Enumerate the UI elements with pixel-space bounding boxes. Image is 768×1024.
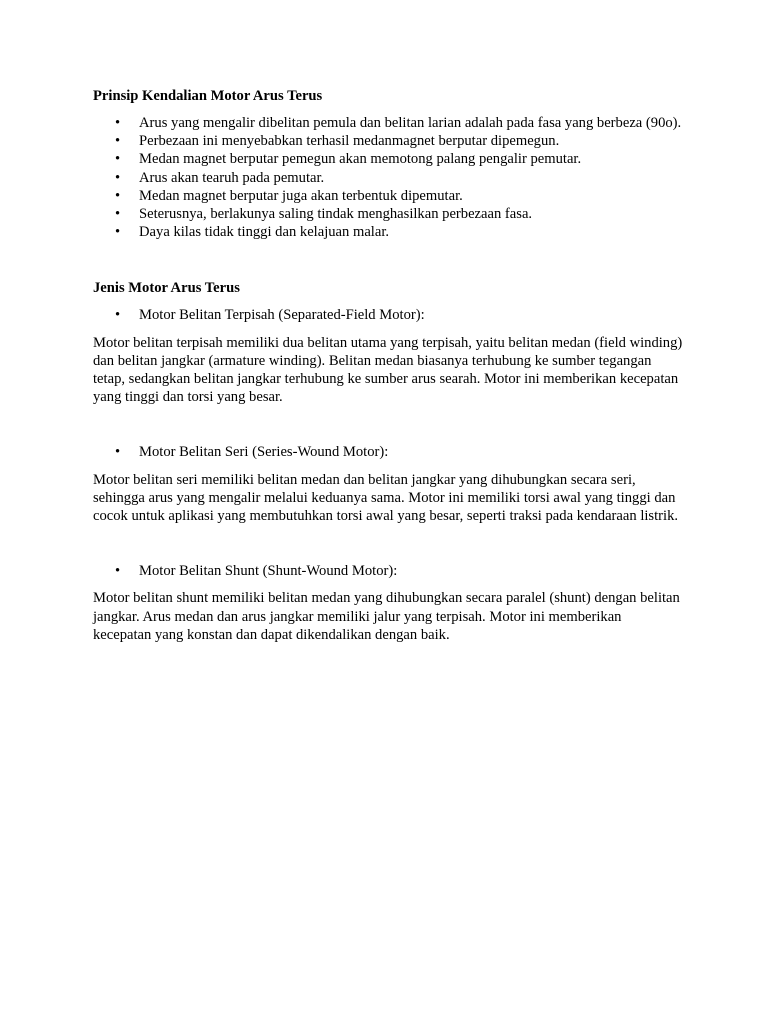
- principle-list: [93, 114, 683, 241]
- motor-description: Motor belitan terpisah memiliki dua belitan utama yang terpisah, yaitu belitan medan (field winding) dan belitan jangkar (armature winding). Belitan medan biasanya terhubung ke sumber tegangan tetap, sedangkan belitan jangkar terhubung ke sumber arus searah. Motor ini memberikan kecepatan yang tinggi dan torsi yang besar.: [93, 334, 683, 406]
- bullet-icon: •: [115, 307, 121, 324]
- bullet-icon: •: [115, 115, 121, 131]
- document-page: [93, 87, 683, 644]
- list-item: • Motor Belitan Terpisah (Separated-Field Motor):: [115, 307, 425, 324]
- list-item: • Medan magnet berputar pemegun akan memotong palang pengalir pemutar.: [115, 151, 582, 168]
- bullet-icon: •: [115, 224, 121, 241]
- section-jenis: [93, 279, 683, 644]
- motor-description: Motor belitan shunt memiliki belitan medan yang dihubungkan secara paralel (shunt) dengan belitan jangkar. Arus medan dan arus jangkar memiliki jalur yang terpisah. Motor ini memberikan kecepatan yang konstan dan dapat dikendalikan dengan baik.: [93, 590, 680, 643]
- motor-type-bullet: [93, 443, 683, 461]
- bullet-icon: •: [115, 206, 121, 223]
- bullet-icon: •: [115, 133, 121, 150]
- motor-description: Motor belitan seri memiliki belitan medan dan belitan jangkar yang dihubungkan secara seri, sehingga arus yang mengalir melalui keduanya sama. Motor ini memiliki torsi awal yang tinggi dan cocok untuk aplikasi yang membutuhkan torsi awal yang besar, seperti traksi pada kendaraan listrik.: [93, 471, 679, 525]
- list-item: • Motor Belitan Seri (Series-Wound Motor):: [115, 444, 389, 461]
- section-title-jenis: Jenis Motor Arus Terus: [93, 280, 240, 297]
- list-item: • Arus akan tearuh pada pemutar.: [115, 169, 325, 186]
- list-item: • Medan magnet berputar juga akan terbentuk dipemutar.: [115, 187, 463, 204]
- bullet-icon: •: [115, 187, 121, 204]
- list-item: • Perbezaan ini menyebabkan terhasil medanmagnet berputar dipemegun.: [115, 133, 560, 150]
- list-item: • Seterusnya, berlakunya saling tindak menghasilkan perbezaan fasa.: [115, 206, 533, 223]
- bullet-icon: •: [115, 151, 121, 168]
- bullet-icon: •: [115, 169, 121, 186]
- motor-type-bullet: [93, 306, 683, 324]
- list-item: • Arus yang mengalir dibelitan pemula dan belitan larian adalah pada fasa yang berbeza (90o).: [115, 115, 682, 131]
- motor-type-bullet: [93, 562, 683, 580]
- section-title-prinsip: Prinsip Kendalian Motor Arus Terus: [93, 88, 323, 104]
- list-item: • Motor Belitan Shunt (Shunt-Wound Motor):: [115, 563, 398, 580]
- bullet-icon: •: [115, 563, 121, 580]
- list-item: • Daya kilas tidak tinggi dan kelajuan malar.: [115, 224, 390, 241]
- bullet-icon: •: [115, 444, 121, 461]
